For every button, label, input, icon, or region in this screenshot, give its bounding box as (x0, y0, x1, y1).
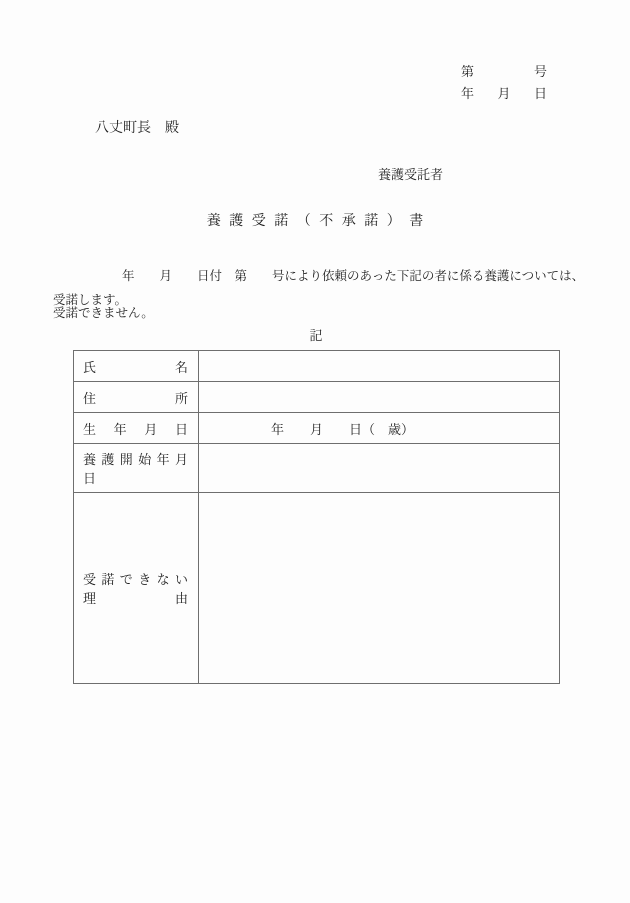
table-row-address (74, 382, 560, 413)
date-month-label: 月 (497, 86, 511, 101)
addressee-line: 八丈町長 殿 (95, 121, 179, 136)
doc-number-suffix: 号 (533, 64, 547, 79)
date-day-label: 日 (533, 86, 547, 101)
address-label: 住 所 (83, 390, 188, 406)
decline-reason-label: 受 諾 で き な い 理 由 (83, 572, 188, 606)
address-value-cell (199, 382, 560, 413)
body-line-request: 年 月 日付 第 号により依頼のあった下記の者に係る養護については、 (122, 269, 585, 283)
page-title: 養護受諾（不承諾）書 (206, 214, 432, 229)
birthdate-label: 生 年 月 日 (83, 421, 188, 437)
date-year-label: 年 (461, 86, 475, 101)
doc-number-prefix: 第 (461, 64, 475, 79)
table-row-care-start-date (74, 444, 560, 493)
care-start-date-label: 養 護 開 始 年 月 日 (83, 452, 188, 486)
name-value-cell (199, 351, 560, 382)
details-table (73, 350, 560, 684)
date-line (461, 87, 547, 101)
sender-label: 養護受託者 (378, 167, 444, 182)
care-start-date-value-cell (199, 444, 560, 493)
table-row-name (74, 351, 560, 382)
note-heading: 記 (309, 328, 323, 343)
body-line-decline: 受諾できません。 (53, 306, 154, 320)
body-line-accept: 受諾します。 (53, 293, 128, 307)
name-label: 氏 名 (83, 359, 188, 375)
birthdate-value-cell: 年 月 日（ 歳） (199, 413, 560, 444)
table-row-decline-reason (74, 493, 560, 684)
doc-number-line (461, 65, 547, 79)
table-row-birthdate (74, 413, 560, 444)
decline-reason-value-cell (199, 493, 560, 684)
